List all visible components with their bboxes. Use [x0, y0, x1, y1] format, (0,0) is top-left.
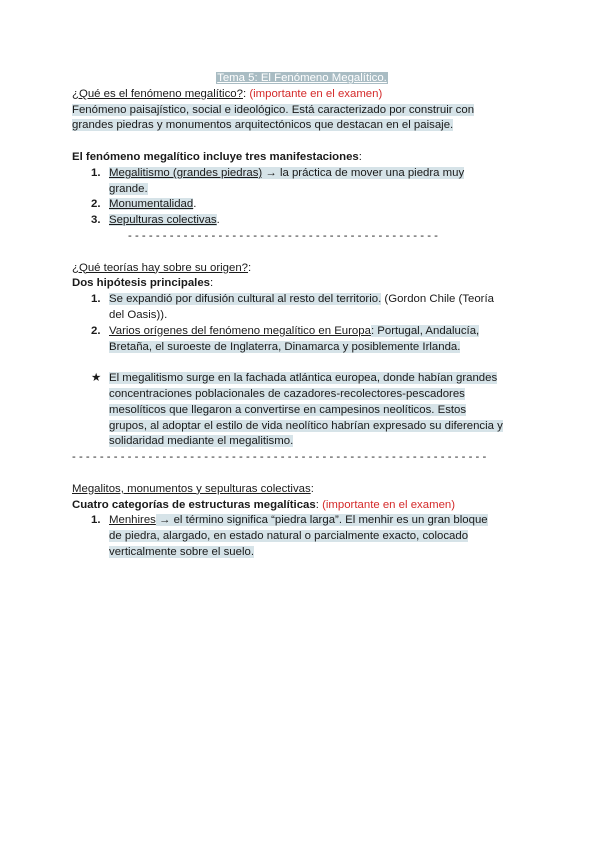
origen-colon: : [248, 261, 252, 274]
q1-question: ¿Qué es el fenómeno megalítico? [72, 87, 243, 100]
item-text-line3: verticalmente sobre el suelo. [109, 545, 254, 558]
star-line: grupos, al adoptar el estilo de vida neolítico habrían expresado su diferencia y [109, 419, 503, 432]
item-number: 2. [91, 324, 101, 337]
origen-heading-colon: : [210, 277, 214, 290]
manifestaciones-heading-line [72, 150, 532, 166]
origen-heading-line [72, 276, 532, 292]
q1-colon: : [242, 87, 247, 100]
list-item [72, 197, 532, 213]
item-text-line2: de piedra, alargado, en estado natural o parcialmente exacto, colocado [109, 530, 469, 543]
origen-list [72, 292, 532, 355]
list-item [72, 166, 532, 198]
item-text-line2: grande. [109, 182, 148, 195]
item-number: 1. [91, 514, 101, 527]
origen-heading: Dos hipótesis principales [72, 277, 210, 290]
manifestaciones-list [72, 166, 532, 229]
megalitos-sub-colon: : [315, 498, 323, 511]
item-text-tail: : Portugal, Andalucía, [370, 324, 480, 337]
star-list [72, 371, 532, 450]
item-number: 2. [91, 198, 101, 211]
item-text: → la práctica de mover una piedra muy [262, 166, 465, 179]
megalitos-note: (importante en el examen) [322, 498, 456, 511]
item-term: Sepulturas colectivas [109, 214, 217, 227]
item-text-line2: del Oasis)). [109, 308, 168, 321]
q1-answer-line1: Fenómeno paisajístico, social e ideológico. Está caracterizado por construir con [72, 103, 475, 116]
item-term: Megalitismo (grandes piedras) [109, 166, 263, 179]
star-line: solidaridad mediante el megalitismo. [109, 435, 294, 448]
separator: - - - - - - - - - - - - - - - - - - - - - - - - - - - - - - - - - - - - - - - - - - - - - [128, 229, 438, 242]
list-item [72, 213, 532, 229]
item-number: 3. [91, 214, 101, 227]
q1-note: (importante en el examen) [249, 87, 383, 100]
item-text: Se expandió por difusión cultural al resto del territorio. [109, 293, 382, 306]
item-term: Varios orígenes del fenómeno megalítico en Europa [109, 324, 371, 337]
title-line [72, 71, 532, 87]
manifestaciones-heading: El fenómeno megalítico incluye tres manifestaciones [72, 150, 359, 163]
q1-question-line [72, 87, 532, 103]
origen-question-line [72, 261, 532, 277]
megalitos-heading: Megalitos, monumentos y sepulturas colectivas [72, 482, 311, 495]
list-item [72, 324, 532, 356]
megalitos-heading-line [72, 482, 532, 498]
page-title: Tema 5: El Fenómeno Megalítico. [217, 72, 387, 84]
item-text-line2: Bretaña, el suroeste de Inglaterra, Dinamarca y posiblemente Irlanda. [109, 340, 461, 353]
q1-answer-line2: grandes piedras y monumentos arquitectónicos que destacan en el paisaje. [72, 119, 454, 132]
item-text-tail: (Gordon Chile (Teoría [381, 293, 494, 306]
megalitos-list [72, 513, 532, 560]
item-text: . [216, 214, 220, 227]
item-text: → el término significa “piedra larga”. El menhir es un gran bloque [155, 514, 488, 527]
star-icon: ★ [91, 372, 102, 385]
megalitos-subheading: Cuatro categorías de estructuras megalíticas [72, 498, 316, 511]
item-text: . [193, 198, 197, 211]
separator: - - - - - - - - - - - - - - - - - - - - - - - - - - - - - - - - - - - - - - - - - - - - - - - - - - - - - - - - - - - - [72, 451, 487, 464]
megalitos-subheading-line [72, 498, 532, 514]
manifestaciones-colon: : [358, 150, 362, 163]
item-number: 1. [91, 293, 101, 306]
star-line: concentraciones poblacionales de cazadores-recolectores-pescadores [109, 387, 465, 400]
item-number: 1. [91, 166, 101, 179]
document-page [72, 71, 532, 561]
item-term: Monumentalidad [109, 198, 194, 211]
list-item [72, 513, 532, 560]
item-term: Menhires [109, 514, 156, 527]
star-line: mesolíticos que llegaron a convertirse en campesinos neolíticos. Estos [109, 403, 467, 416]
megalitos-colon: : [310, 482, 314, 495]
origen-question: ¿Qué teorías hay sobre su origen? [72, 261, 249, 274]
list-item [72, 292, 532, 324]
star-item [72, 371, 532, 450]
star-line: El megalitismo surge en la fachada atlántica europea, donde habían grandes [109, 372, 498, 385]
q1-answer [72, 103, 532, 135]
